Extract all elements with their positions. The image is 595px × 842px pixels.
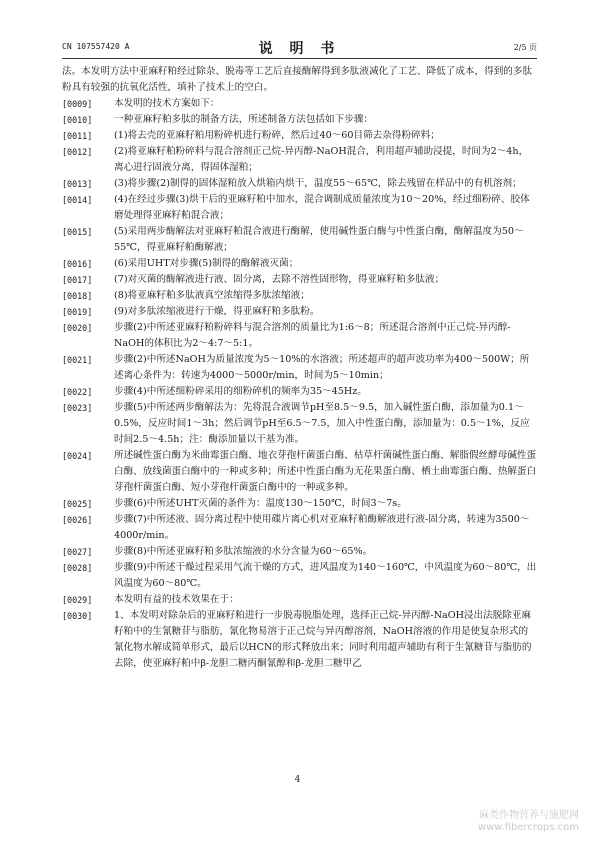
paragraph-number: [0023] <box>62 403 93 413</box>
paragraph-number: [0017] <box>62 275 93 285</box>
paragraph <box>62 304 537 320</box>
paragraph <box>62 592 537 608</box>
paragraph-text: (5)采用两步酶解法对亚麻籽粕混合液进行酶解，使用碱性蛋白酶与中性蛋白酶，酶解温度为50～55℃，得亚麻籽粕酶解液； <box>114 226 524 253</box>
watermark-url: www.fibercrops.com <box>477 822 579 833</box>
paragraph-number: [0029] <box>62 595 93 605</box>
paragraph-number: [0013] <box>62 179 93 189</box>
paragraph-text: 本发明有益的技术效果在于： <box>114 594 239 605</box>
paragraph-number: [0022] <box>62 387 93 397</box>
folio: 4 <box>294 775 301 785</box>
paragraph-text: 步骤(5)中所述两步酶解法为：先将混合液调节pH至8.5～9.5，加入碱性蛋白酶，添加量为0.1～0.5%，反应时间1～3h；然后调节pH至6.5～7.5，加入中性蛋白酶，添加量为：0.5～1%，反应时间2.5～4.5h；注：酶添加量以干基为准。 <box>114 402 530 445</box>
paragraph-text: (1)将去壳的亚麻籽粕用粉碎机进行粉碎，然后过40～60目筛去杂得粉碎料； <box>114 130 440 141</box>
paragraph-number: [0009] <box>62 99 93 109</box>
paragraph-number: [0019] <box>62 307 93 317</box>
paragraph <box>62 192 537 224</box>
paragraph-number: [0018] <box>62 291 93 301</box>
paragraph-text: (8)将亚麻籽粕多肽液真空浓缩得多肽浓缩液； <box>114 290 310 301</box>
paragraph <box>62 352 537 384</box>
paragraph <box>62 320 537 352</box>
paragraph-text: (9)对多肽浓缩液进行干燥，得亚麻籽粕多肽粉。 <box>114 306 320 317</box>
paragraph-number: [0025] <box>62 499 93 509</box>
paragraph-text: 一种亚麻籽粕多肽的制备方法，所述制备方法包括如下步骤： <box>114 114 374 125</box>
paragraph <box>62 176 537 192</box>
paragraph <box>62 128 537 144</box>
paragraph-text: (4)在经过步骤(3)烘干后的亚麻籽粕中加水，混合调制成质量浓度为10～20%，经过细粉碎、胶体磨处理得亚麻籽粕混合液； <box>114 194 530 221</box>
paragraph-number: [0028] <box>62 563 93 573</box>
paragraph <box>62 544 537 560</box>
paragraph-text: 步骤(8)中所述亚麻籽粕多肽浓缩液的水分含量为60～65%。 <box>114 546 373 557</box>
paragraph <box>62 496 537 512</box>
publication-number: CN 107557420 A <box>62 42 130 51</box>
paragraph-text: 法。本发明方法中亚麻籽粕经过除杂、脱毒等工艺后直接酶解得到多肽液减化了工艺、降低了成本，得到的多肽粉具有较强的抗氧化活性，填补了技术上的空白。 <box>62 66 533 93</box>
paragraph-text: 所述碱性蛋白酶为米曲霉蛋白酶、地衣芽孢杆菌蛋白酶、枯草杆菌碱性蛋白酶、解脂假丝酵母碱性蛋白酶、放线菌蛋白酶中的一种或多种；所述中性蛋白酶为无花果蛋白酶、栖土曲霉蛋白酶、热解蛋白芽孢杆菌蛋白酶、短小芽孢杆菌蛋白酶中的一种或多种。 <box>114 450 537 493</box>
paragraph-number: [0024] <box>62 451 93 461</box>
site-watermark <box>478 810 579 834</box>
paragraph-number: [0012] <box>62 147 93 157</box>
paragraph-number: [0027] <box>62 547 93 557</box>
paragraph-number: [0026] <box>62 515 93 525</box>
paragraph <box>62 256 537 272</box>
paragraph-text: 步骤(4)中所述细粉碎采用的细粉碎机的频率为35～45Hz。 <box>114 386 367 397</box>
paragraph <box>62 560 537 592</box>
description-body <box>62 64 537 672</box>
header-rule <box>62 58 537 59</box>
paragraph-text: 步骤(2)中所述亚麻籽粕粉碎料与混合溶剂的质量比为1:6～8；所述混合溶剂中正己烷-异丙醇-NaOH的体积比为2～4:7～5:1。 <box>114 322 511 349</box>
paragraph-number: [0020] <box>62 323 93 333</box>
paragraph-text: 步骤(7)中所述液、固分离过程中使用碟片离心机对亚麻籽粕酶解液进行液-固分离，转速为3500～4000r/min。 <box>114 514 530 541</box>
paragraph <box>62 96 537 112</box>
paragraph-number: [0015] <box>62 227 93 237</box>
page-header <box>62 38 537 56</box>
paragraph-text: (3)将步骤(2)制得的固体湿粕放入烘箱内烘干，温度55～65℃，除去残留在样品中的有机溶剂； <box>114 178 522 189</box>
paragraph <box>62 608 537 672</box>
paragraph-number: [0030] <box>62 611 93 621</box>
paragraph <box>62 224 537 256</box>
paragraph-number: [0016] <box>62 259 93 269</box>
paragraph <box>62 448 537 496</box>
page-number: 2/5 页 <box>513 43 537 52</box>
paragraph-number: [0021] <box>62 355 93 365</box>
paragraph <box>62 144 537 176</box>
paragraph-text: 1、本发明对除杂后的亚麻籽粕进行一步脱毒脱脂处理，选择正己烷-异丙醇-NaOH浸出法脱除亚麻籽粕中的生氰糖苷与脂肪，氰化物易溶于正己烷与异丙醇溶剂，NaOH溶液的作用是使复杂形式的氰化物水解成简单形式，最后以HCN的形式释放出来；同时利用超声辅助有利于生氰糖苷与脂肪的去除，使亚麻籽粕中β-龙胆二糖丙酮氰醇和β-龙胆二糖甲乙 <box>114 610 532 669</box>
paragraph-text: 步骤(9)中所述干燥过程采用气流干燥的方式，进风温度为140～160℃，中风温度为60～80℃，出风温度为60～80℃。 <box>114 562 537 589</box>
paragraph <box>62 288 537 304</box>
paragraph <box>62 272 537 288</box>
watermark-name: 麻类作物营养与施肥网 <box>479 810 579 821</box>
paragraph <box>62 384 537 400</box>
paragraph <box>62 512 537 544</box>
paragraph-text: 步骤(2)中所述NaOH为质量浓度为5～10%的水溶液；所述超声的超声波功率为400～500W；所述离心条件为：转速为4000～5000r/min，时间为5～10min； <box>114 354 530 381</box>
paragraph <box>62 400 537 448</box>
paragraph-number: [0014] <box>62 195 93 205</box>
paragraph-text: 本发明的技术方案如下： <box>114 98 220 109</box>
paragraph-text: (6)采用UHT对步骤(5)制得的酶解液灭菌； <box>114 258 299 269</box>
paragraph-number: [0011] <box>62 131 93 141</box>
paragraph-text: (2)将亚麻籽粕粉碎料与混合溶剂正己烷-异丙醇-NaOH混合，利用超声辅助浸提，时间为2～4h，离心进行固液分离，得固体湿粕； <box>114 146 529 173</box>
paragraph-text: (7)对灭菌的酶解液进行液、固分离，去除不溶性固形物，得亚麻籽粕多肽液； <box>114 274 445 285</box>
paragraph-number: [0010] <box>62 115 93 125</box>
paragraph-text: 步骤(6)中所述UHT灭菌的条件为：温度130～150℃，时间3～7s。 <box>114 498 407 509</box>
document-title: 说 明 书 <box>258 41 341 57</box>
paragraph <box>62 112 537 128</box>
continuation-paragraph <box>62 64 537 96</box>
